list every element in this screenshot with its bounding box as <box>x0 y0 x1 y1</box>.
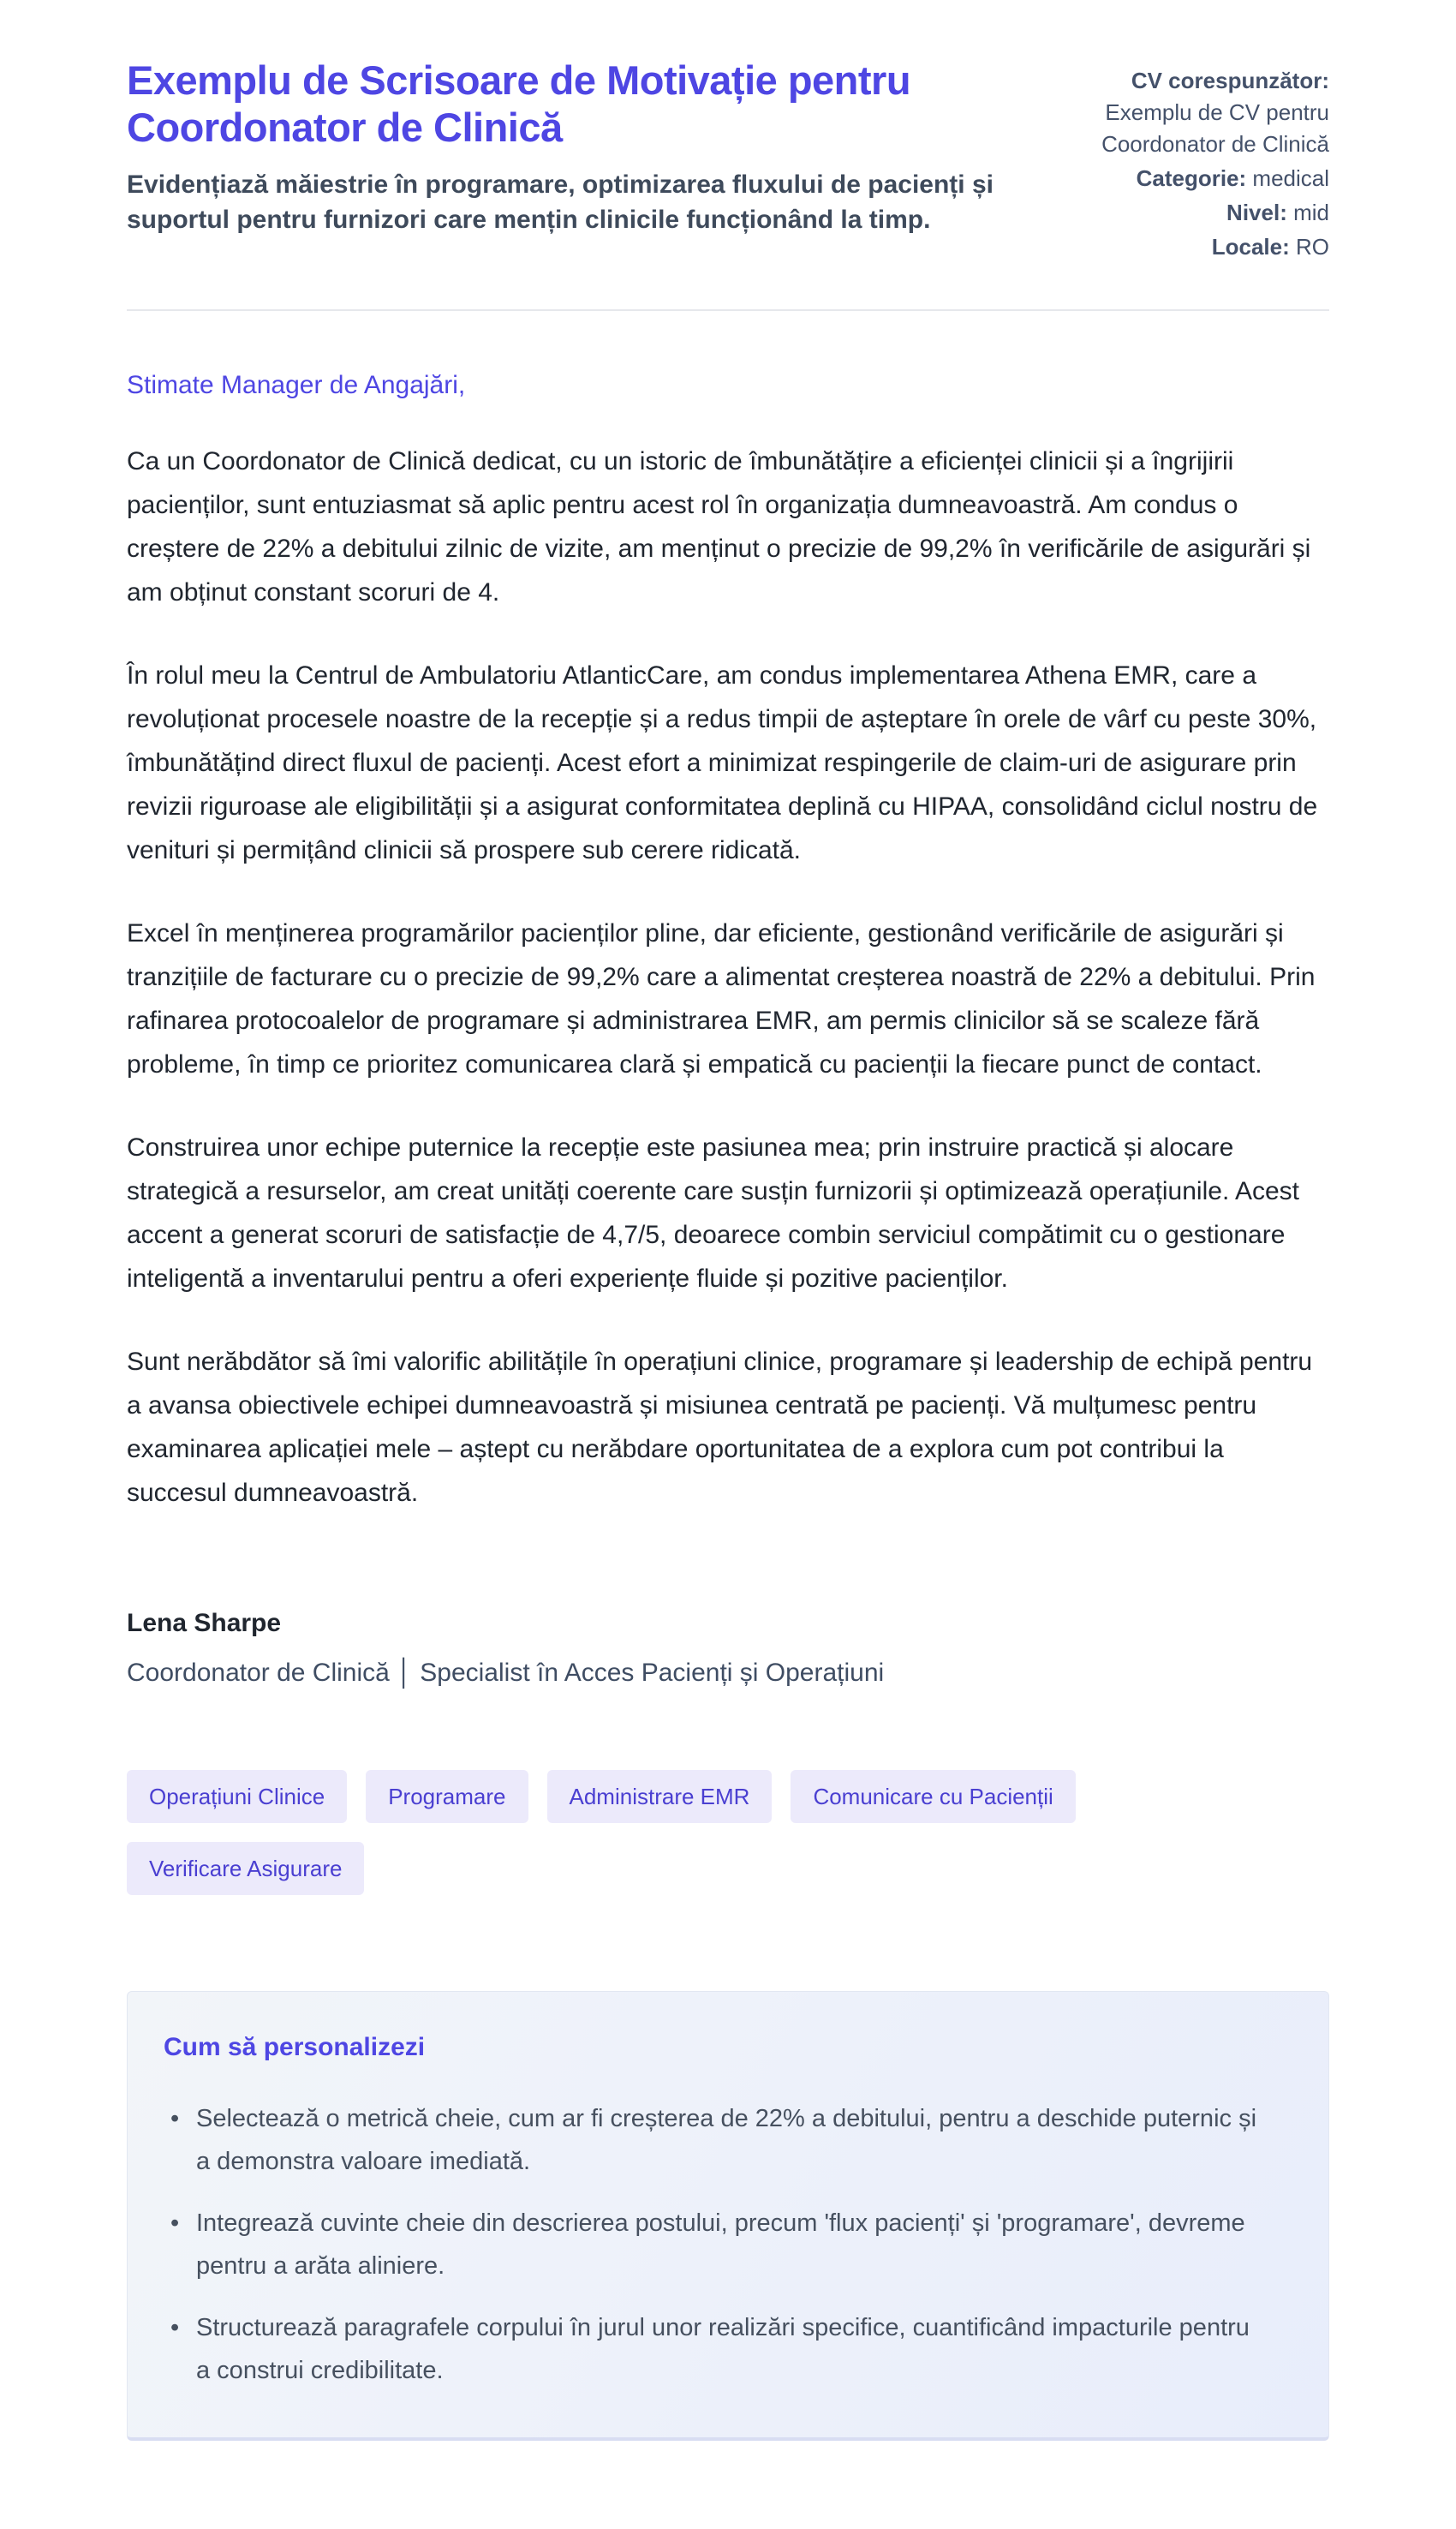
meta-item <box>1053 65 1329 160</box>
skill-tags <box>127 1770 1329 1895</box>
letter-greeting: Stimate Manager de Angajări, <box>127 371 466 400</box>
skill-tag-pill: Comunicare cu Pacienții <box>791 1770 1075 1823</box>
signature-role: Coordonator de Clinică │ Specialist în Acces Pacienți și Operațiuni <box>127 1659 885 1688</box>
tips-list <box>164 2098 1291 2392</box>
meta-item-label: CV corespunzător: <box>1131 68 1329 93</box>
header-divider <box>127 309 1329 311</box>
letter-paragraph: În rolul meu la Centrul de Ambulatoriu AtlanticCare, am condus implementarea Athena EMR, care a revoluționat procesele noastre de la recepție și a redus timpii de așteptare în orele de vârf cu peste 30%, îmbunătățind direct fluxul de pacienți. Acest efort a minimizat respingerile de claim-uri de asigurare prin revizii riguroase ale eligibilității și a asigurat conformitatea deplină cu HIPAA, consolidând ciclul nostru de venituri și permițând clinicii să prospere sub cerere ridicată. <box>127 661 1318 865</box>
letter-paragraph: Sunt nerăbdător să îmi valorific abilitățile în operațiuni clinice, programare și leadership de echipă pentru a avansa obiectivele echipei dumneavoastră și misiunea centrată pe pacienți. Vă mulțumesc pentru examinarea aplicației mele – aștept cu nerăbdare oportunitatea de a explora cum pot contribui la succesul dumneavoastră. <box>127 1348 1313 1508</box>
tips-title: Cum să personalizezi <box>164 2033 426 2062</box>
meta-item-label: Locale: <box>1211 233 1290 260</box>
meta-item-label: Nivel: <box>1226 199 1287 225</box>
meta-panel <box>1053 65 1329 265</box>
page-header <box>127 0 1329 265</box>
meta-item-value: mid <box>1293 199 1329 225</box>
meta-item-label: Categorie: <box>1136 164 1247 191</box>
meta-item <box>1053 231 1329 263</box>
page-title: Exemplu de Scrisoare de Motivație pentru Coordonator de Clinică <box>127 57 911 151</box>
tips-bullet: • Integrează cuvinte cheie din descrierea postului, precum 'flux pacienți' și 'programare', devreme pentru a arăta aliniere. <box>164 2203 1260 2288</box>
skill-tag-pill: Verificare Asigurare <box>127 1842 364 1895</box>
meta-item-value: RO <box>1296 233 1329 260</box>
letter-paragraphs <box>127 439 1329 1515</box>
skill-tag-pill: Administrare EMR <box>547 1770 773 1823</box>
signature-name: Lena Sharpe <box>127 1609 282 1638</box>
header-title-block <box>127 57 1019 237</box>
personalization-tips-box <box>127 1991 1329 2440</box>
tips-bullet: • Structurează paragrafele corpului în jurul unor realizări specifice, cuantificând impacturile pentru a construi credibilitate. <box>164 2307 1260 2393</box>
page-subtitle: Evidențiază măiestrie în programare, optimizarea fluxului de pacienți și suportul pentru furnizori care mențin clinicile funcționând la timp. <box>127 170 994 234</box>
meta-item <box>1053 163 1329 194</box>
letter-paragraph: Ca un Coordonator de Clinică dedicat, cu un istoric de îmbunătățire a eficienței clinicii și a îngrijirii pacienților, sunt entuziasmat să aplic pentru acest rol în organizația dumneavoastră. Am condus o creștere de 22% a debitului zilnic de vizite, am menținut o precizie de 99,2% în verificările de asigurări și am obținut constant scoruri de 4. <box>127 447 1311 607</box>
meta-item-value: medical <box>1252 164 1329 191</box>
skill-tag-pill: Programare <box>366 1770 528 1823</box>
meta-item <box>1053 197 1329 229</box>
letter-paragraph: Excel în menținerea programărilor pacienților pline, dar eficiente, gestionând verificările de asigurări și tranzițiile de facturare cu o precizie de 99,2% care a alimentat creșterea noastră de 22% a debitului. Prin rafinarea protocoalelor de programare și administrarea EMR, am permis clinicilor să se scaleze fără probleme, în timp ce prioritez comunicarea clară și empatică cu pacienții la fiecare punct de contact. <box>127 919 1316 1079</box>
matching-cv-link[interactable]: Exemplu de CV pentru Coordonator de Clinică <box>1101 99 1329 157</box>
letter-paragraph: Construirea unor echipe puternice la recepție este pasiunea mea; prin instruire practică și alocare strategică a resurselor, am creat unități coerente care susțin furnizorii și optimizează operațiunile. Acest accent a generat scoruri de satisfacție de 4,7/5, deoarece combin serviciul compătimit cu o gestionare inteligentă a inventarului pentru a oferi experiențe fluide și pozitive pacienților. <box>127 1133 1299 1294</box>
letter-body <box>127 371 1329 1688</box>
skill-tag-pill: Operațiuni Clinice <box>127 1770 347 1823</box>
tips-bullet: • Selectează o metrică cheie, cum ar fi creșterea de 22% a debitului, pentru a deschide puternic și a demonstra valoare imediată. <box>164 2098 1260 2184</box>
